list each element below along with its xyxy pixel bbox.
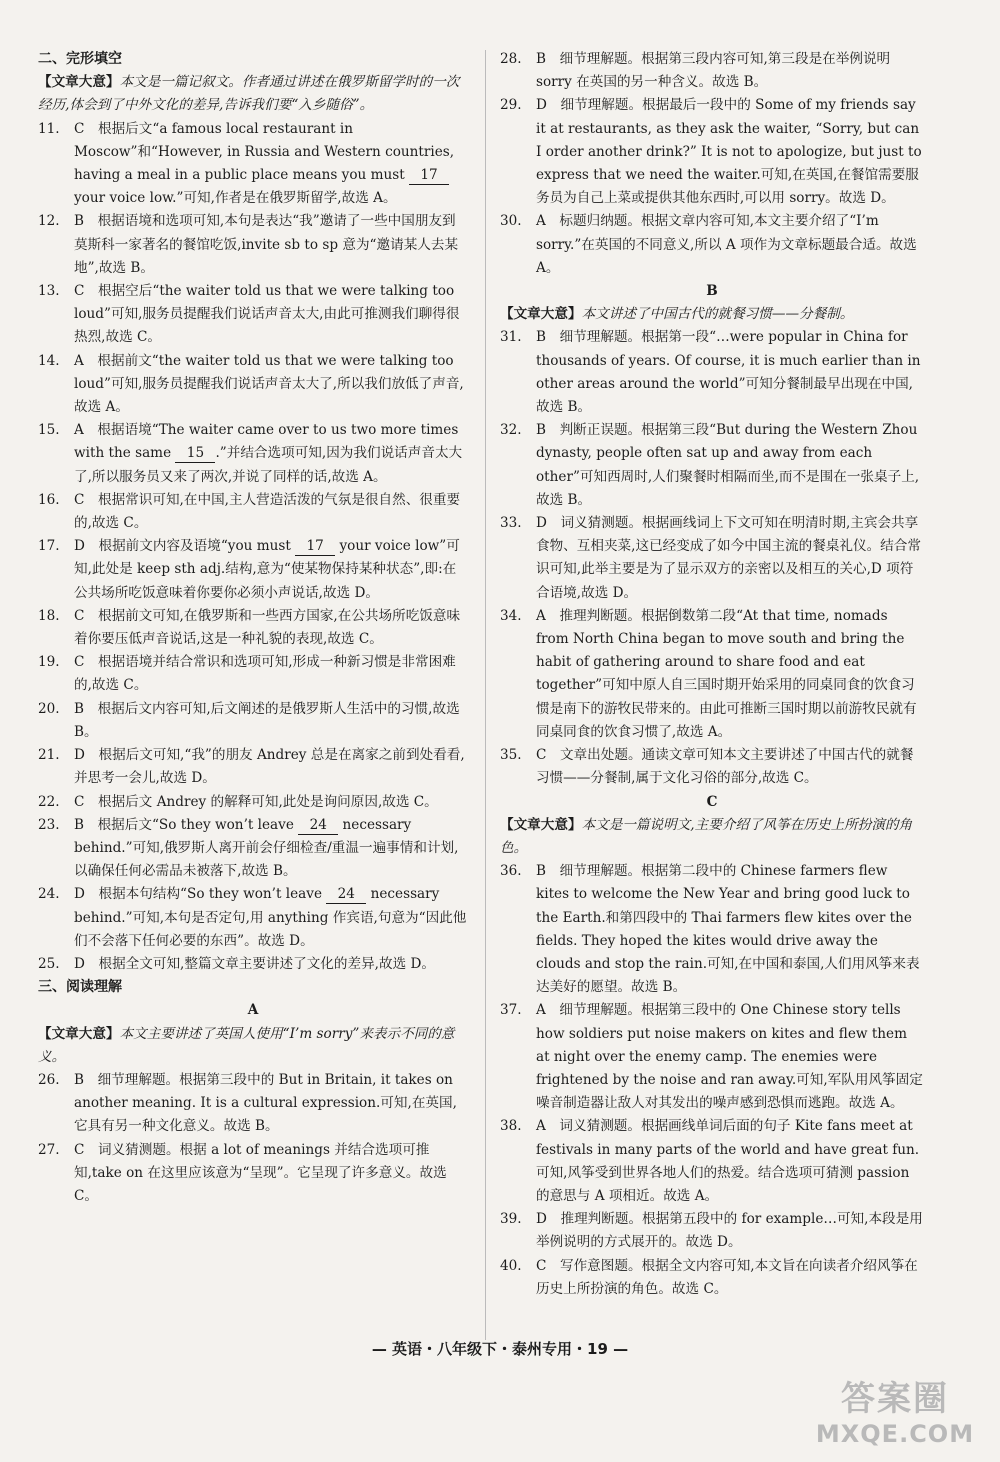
explanation-text: B 细节理解题。根据第三段中的 But in Britain, it takes on another meaning. It is a cultural expression.可知,在英国,它具有另一种文化意义。故选 B。 (74, 1071, 457, 1135)
blank-number: 15 (175, 444, 215, 463)
summary-text: 本文是一篇记叙文。作者通过讲述在俄罗斯留学时的一次经历,体会到了中外文化的差异,告诉我们要“入乡随俗”。 (38, 74, 460, 114)
answer-item (38, 883, 468, 953)
explanation-text: C 词义猜测题。根据 a lot of meanings 并结合选项可推知,take on 在这里应该意为“呈现”。它呈现了许多意义。故选 C。 (74, 1141, 447, 1204)
question-number: 14. (38, 352, 60, 369)
explanation-text: B 判断正误题。根据第三段“But during the Western Zhou dynasty, people often sat up and away from each other”可知西周时,人们聚餐时相隔而坐,而不是围在一张桌子上,故选 B。 (536, 422, 920, 508)
answer-item (500, 605, 924, 744)
explanation-text: necessary behind.”可知,本句是否定句,用 anything 作宾语,句意为“因此他们不会落下任何必要的东西”。故选 D。 (74, 886, 467, 949)
question-number: 23. (38, 816, 60, 833)
summary-tag: 【文章大意】 (38, 74, 120, 91)
explanation-text: D 推理判断题。根据第五段中的 for example…可知,本段是用举例说明的方式展开的。故选 D。 (536, 1211, 923, 1251)
article-summary (500, 303, 924, 326)
explanation-text: D 根据后文可知,“我”的朋友 Andrey 总是在离家之前到处看看,并思考一会儿,故选 D。 (74, 747, 465, 787)
answer-item (38, 210, 468, 280)
question-number: 40. (500, 1257, 522, 1274)
answer-item (500, 419, 924, 512)
summary-text: 本文讲述了中国古代的就餐习惯——分餐制。 (581, 306, 854, 323)
explanation-text: A 细节理解题。根据第三段中的 One Chinese story tells how soldiers put noise makers on kites and flew them at night over the enemy camp. The enemies were frightened by the noise and ran away.可知,军队用风筝固定噪音制造器让敌人对其发出的噪声感到恐惧而逃跑。故选 A。 (536, 1002, 923, 1112)
answer-item (500, 860, 924, 999)
explanation-text: C 根据前文可知,在俄罗斯和一些西方国家,在公共场所吃饭意味着你要压低声音说话,这是一种礼貌的表现,故选 C。 (74, 607, 461, 648)
answer-item (500, 94, 924, 210)
article-summary (38, 71, 468, 117)
question-number: 39. (500, 1211, 522, 1228)
explanation-text: your voice low.”可知,作者是在俄罗斯留学,故选 A。 (74, 190, 397, 207)
explanation-text: A 词义猜测题。根据画线单词后面的句子 Kite fans meet at festivals in many parts of the world and have great fun.可知,风筝受到世界各地人们的热爱。结合选项可猜测 passion 的意思与 A 项相近。故选 A。 (536, 1118, 920, 1204)
explanation-text: D 细节理解题。根据最后一段中的 Some of my friends say it at restaurants, as they ask the waiter, “Sorry, but can I order another drink?” It is not to apologize, but just to express that we need the waiter.可知,在英国,在餐馆需要服务员为自己上菜或提供其他东西时,可以用 sorry。故选 D。 (536, 97, 922, 207)
question-number: 18. (38, 607, 60, 624)
answer-item (500, 1255, 924, 1301)
passage-label: C (706, 793, 718, 810)
answer-item (500, 326, 924, 419)
section-heading: 三、阅读理解 (38, 979, 122, 996)
answer-item (38, 350, 468, 420)
summary-text: 本文主要讲述了英国人使用“I’m sorry”来表示不同的意义。 (38, 1025, 455, 1065)
section-heading: 二、完形填空 (38, 51, 122, 67)
question-number: 37. (500, 1002, 522, 1019)
answer-item (500, 1115, 924, 1208)
watermark-text: 答案圈 (841, 1379, 949, 1419)
explanation-text: A 根据语境“The waiter came over to us two more times with the same (74, 422, 459, 462)
explanation-text: A 推理判断题。根据倒数第二段“At that time, nomads from North China began to move south and bring the habit of gathering around to share food and eat together”可知中原人自三国时期开始采用的同桌同食的饮食习惯是南下的游牧民带来的。由此可推断三国时期以前游牧民就有同桌同食的饮食习惯了,故选 A。 (536, 607, 917, 740)
explanation-text: A 根据前文“the waiter told us that we were talking too loud”可知,服务员提醒我们说话声音太大了,所以我们放低了声音,故选 A。 (74, 352, 464, 416)
question-number: 32. (500, 422, 522, 439)
answer-item (38, 118, 468, 211)
explanation-text: C 根据常识可知,在中国,主人营造活泼的气氛是很自然、很重要的,故选 C。 (74, 491, 461, 532)
explanation-text: C 写作意图题。根据全文内容可知,本文旨在向读者介绍风筝在历史上所扮演的角色。故选 C。 (536, 1257, 918, 1297)
question-number: 17. (38, 538, 60, 555)
answer-item (38, 814, 468, 884)
answer-item (38, 419, 468, 489)
summary-tag: 【文章大意】 (500, 306, 582, 323)
passage-label: B (706, 283, 718, 300)
answer-item (500, 999, 924, 1115)
question-number: 25. (38, 955, 60, 972)
answer-item (38, 698, 468, 744)
blank-number: 24 (326, 885, 366, 904)
answer-item (500, 210, 924, 280)
explanation-text: B 细节理解题。根据第一段“…were popular in China for thousands of years. Of course, it is much earlier than in other areas around the world”可知分餐制最早出现在中国,故选 B。 (536, 329, 921, 416)
explanation-text: C 根据后文 Andrey 的解释可知,此处是询问原因,故选 C。 (74, 793, 438, 810)
answer-item (38, 280, 468, 350)
question-number: 13. (38, 283, 60, 300)
explanation-text: D 根据全文可知,整篇文章主要讲述了文化的差异,故选 D。 (74, 955, 436, 972)
watermark-url: MXQE.COM (815, 1420, 975, 1448)
answer-item (500, 1208, 924, 1254)
question-number: 38. (500, 1118, 522, 1135)
article-summary (500, 814, 924, 860)
question-number: 26. (38, 1071, 60, 1088)
watermark-logo (810, 1371, 980, 1448)
page-footer: — 英语・八年级下・泰州专用・19 — (371, 1340, 629, 1358)
question-number: 24. (38, 886, 60, 903)
blank-number: 17 (409, 166, 449, 185)
question-number: 16. (38, 491, 60, 508)
answer-item (38, 744, 468, 790)
question-number: 35. (500, 747, 522, 764)
question-number: 33. (500, 515, 522, 532)
answer-item (38, 489, 468, 535)
explanation-text: necessary behind.”可知,俄罗斯人离开前会仔细检查/重温一遍事情和计划,以确保任何必需品未被落下,故选 B。 (74, 816, 459, 880)
summary-tag: 【文章大意】 (38, 1025, 120, 1042)
passage-label: A (247, 1002, 259, 1019)
answer-item (38, 1139, 468, 1209)
explanation-text: C 根据后文“a famous local restaurant in Moscow”和“However, in Russia and Western countries, having a meal in a public place means you must (74, 120, 455, 184)
explanation-text: .”并结合选项可知,因为我们说话声音太大了,所以服务员又来了两次,并说了同样的话,故选 A。 (74, 445, 463, 485)
question-number: 34. (500, 607, 522, 624)
column-divider (485, 50, 486, 1340)
question-number: 27. (38, 1141, 60, 1158)
question-number: 12. (38, 213, 60, 230)
answer-item (38, 953, 468, 976)
explanation-text: C 根据空后“the waiter told us that we were talking too loud”可知,服务员提醒我们说话声音太大,由此可推测我们聊得很热烈,故选 C。 (74, 283, 460, 346)
right-column (500, 48, 924, 1301)
explanation-text: B 根据后文“So they won’t leave (74, 816, 299, 833)
explanation-text: B 细节理解题。根据第二段中的 Chinese farmers flew kites to welcome the New Year and bring good luck to the Earth.和第四段中的 Thai farmers flew kites over the fields. They hoped the kites would drive away the clouds and stop the rain.可知,在中国和泰国,人们用风筝来表达美好的愿望。故选 B。 (536, 863, 920, 996)
blank-number: 17 (295, 537, 335, 556)
explanation-text: D 根据本句结构“So they won’t leave (74, 886, 327, 903)
explanation-text: D 词义猜测题。根据画线词上下文可知在明清时期,主宾会共享食物、互相夹菜,这已经变成了如今中国主流的餐桌礼仪。结合常识可知,此举主要是为了显示双方的亲密以及相互的关心,D 项符合语境,故选 D。 (536, 515, 921, 601)
question-number: 19. (38, 654, 60, 671)
question-number: 20. (38, 700, 60, 717)
explanation-text: C 根据语境并结合常识和选项可知,形成一种新习惯是非常困难的,故选 C。 (74, 654, 456, 694)
explanation-text: C 文章出处题。通读文章可知本文主要讲述了中国古代的就餐习惯——分餐制,属于文化习俗的部分,故选 C。 (536, 747, 914, 787)
answer-item (38, 1069, 468, 1139)
answer-item (500, 48, 924, 94)
summary-tag: 【文章大意】 (500, 816, 582, 833)
question-number: 21. (38, 747, 60, 764)
answer-item (500, 512, 924, 605)
explanation-text: D 根据前文内容及语境“you must (74, 538, 296, 555)
explanation-text: your voice low”可知,此处是 keep sth adj.结构,意为“使某物保持某种状态”,即:在公共场所吃饭意味着你要你必须小声说话,故选 D。 (74, 538, 460, 601)
question-number: 28. (500, 51, 522, 67)
question-number: 30. (500, 213, 522, 230)
blank-number: 24 (298, 816, 338, 835)
question-number: 22. (38, 793, 60, 810)
answer-item (38, 651, 468, 697)
explanation-text: A 标题归纳题。根据文章内容可知,本文主要介绍了“I’m sorry.”在英国的不同意义,所以 A 项作为文章标题最合适。故选 A。 (536, 213, 917, 276)
explanation-text: B 根据语境和选项可知,本句是表达“我”邀请了一些中国朋友到莫斯科一家著名的餐馆吃饭,invite sb to sp 意为“邀请某人去某地”,故选 B。 (74, 213, 459, 276)
answer-item (500, 744, 924, 790)
question-number: 36. (500, 863, 522, 880)
question-number: 29. (500, 97, 522, 114)
answer-item (38, 605, 468, 651)
summary-text: 本文是一篇说明文,主要介绍了风筝在历史上所扮演的角色。 (500, 816, 913, 856)
explanation-text: B 根据后文内容可知,后文阐述的是俄罗斯人生活中的习惯,故选 B。 (74, 700, 460, 740)
left-column (38, 48, 468, 1208)
answer-item (38, 791, 468, 814)
question-number: 11. (38, 120, 60, 137)
answer-item (38, 535, 468, 605)
article-summary (38, 1023, 468, 1069)
explanation-text: B 细节理解题。根据第三段内容可知,第三段是在举例说明 sorry 在英国的另一种含义。故选 B。 (536, 51, 891, 91)
question-number: 15. (38, 422, 60, 439)
question-number: 31. (500, 329, 522, 346)
